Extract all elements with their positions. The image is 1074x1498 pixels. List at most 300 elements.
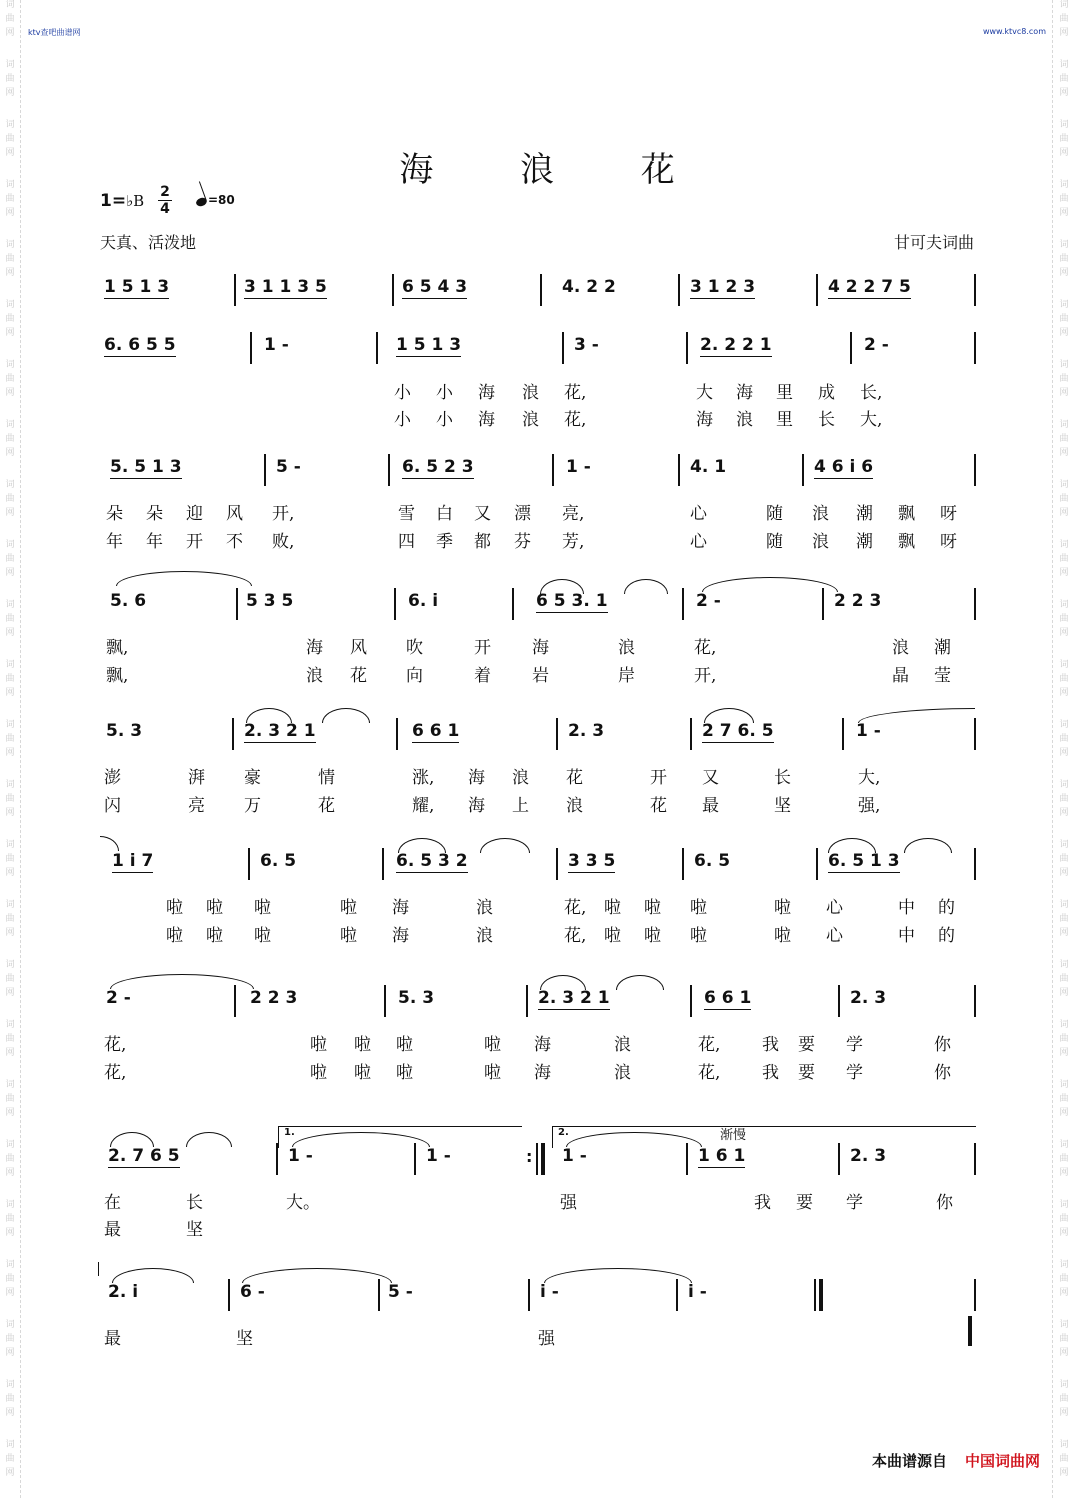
lyric: 花 <box>650 796 667 816</box>
lyric: 你 <box>934 1063 951 1083</box>
lyric: 最 <box>104 1329 121 1349</box>
lyric: 啦 <box>254 926 271 946</box>
lyric: 亮 <box>188 796 205 816</box>
tie-arc <box>116 571 252 586</box>
watermark-glyph: 词 <box>5 60 15 70</box>
watermark-glyph: 网 <box>5 388 15 398</box>
barline <box>822 588 824 620</box>
watermark-glyph: 网 <box>1059 568 1069 578</box>
barline <box>396 718 398 750</box>
watermark-glyph: 曲 <box>5 614 15 624</box>
measure: 2. 3 <box>850 988 887 1008</box>
final-thick-barline <box>819 1279 823 1311</box>
score-row-7 <box>0 987 1074 1027</box>
measure: 1 - <box>288 1146 313 1166</box>
footer-site-link[interactable]: 中国词曲网 <box>964 1452 1040 1470</box>
volta-1-bracket <box>278 1126 522 1127</box>
watermark-glyph: 词 <box>1059 1260 1069 1270</box>
volta-1-label: 1. <box>284 1127 295 1138</box>
watermark-glyph: 词 <box>1059 1320 1069 1330</box>
barline <box>234 985 236 1017</box>
measure: 1 - <box>566 457 591 477</box>
lyric: 迎 <box>186 504 203 524</box>
lyric: 向 <box>406 666 423 686</box>
watermark-glyph: 词 <box>5 1260 15 1270</box>
lyric: 里 <box>776 383 793 403</box>
watermark-glyph: 网 <box>1059 28 1069 38</box>
watermark-glyph: 词 <box>1059 420 1069 430</box>
lyric: 浪 <box>618 638 635 658</box>
watermark-glyph: 曲 <box>1059 14 1069 24</box>
phrase-tick <box>98 1262 99 1276</box>
watermark-glyph: 曲 <box>1059 1274 1069 1284</box>
barline <box>678 274 680 306</box>
lyric: 你 <box>936 1193 953 1213</box>
lyric: 啦 <box>166 898 183 918</box>
lyric: 的 <box>938 898 955 918</box>
lyric: 啦 <box>774 926 791 946</box>
watermark-glyph: 词 <box>5 1380 15 1390</box>
watermark-glyph: 曲 <box>5 734 15 744</box>
watermark-glyph: 曲 <box>1059 914 1069 924</box>
key-prefix: 1= <box>100 191 127 211</box>
barline <box>678 454 680 486</box>
watermark-glyph: 网 <box>5 28 15 38</box>
footer-source-text: 本曲谱源自 <box>871 1452 947 1470</box>
lyric: 都 <box>474 532 491 552</box>
lyric: 风 <box>350 638 367 658</box>
watermark-glyph: 词 <box>5 900 15 910</box>
quarter-note-icon <box>195 196 208 207</box>
watermark-glyph: 网 <box>1059 508 1069 518</box>
key-letter: B <box>133 192 145 210</box>
watermark-glyph: 词 <box>1059 1380 1069 1390</box>
watermark-glyph: 曲 <box>5 554 15 564</box>
score-row-1 <box>0 276 1074 316</box>
lyric: 里 <box>776 410 793 430</box>
measure: 2 - <box>864 335 889 355</box>
barline <box>382 848 384 880</box>
measure: 3 1 2 3 <box>690 277 756 297</box>
watermark-glyph: 网 <box>5 328 15 338</box>
watermark-glyph: 词 <box>5 720 15 730</box>
lyric: 啦 <box>396 1063 413 1083</box>
lyric: 潮 <box>934 638 951 658</box>
watermark-glyph: 曲 <box>1059 614 1069 624</box>
lyric: 飘 <box>898 504 915 524</box>
barline <box>552 454 554 486</box>
lyric: 飘, <box>106 638 129 658</box>
barline <box>690 985 692 1017</box>
lyric: 大, <box>858 768 881 788</box>
barline <box>384 985 386 1017</box>
measure: 5. 6 <box>110 591 147 611</box>
expression-mark: 天真、活泼地 <box>100 233 197 252</box>
lyric: 海 <box>736 383 753 403</box>
repeat-dots: : <box>526 1147 533 1166</box>
watermark-glyph: 词 <box>5 1440 15 1450</box>
watermark-glyph: 网 <box>5 268 15 278</box>
barline <box>838 1143 840 1175</box>
lyric: 浪 <box>614 1063 631 1083</box>
lyric: 芳, <box>562 532 585 552</box>
lyric: 朵 <box>106 504 123 524</box>
lyric: 浪 <box>892 638 909 658</box>
lyric: 我 <box>762 1035 779 1055</box>
lyric: 啦 <box>690 898 707 918</box>
watermark-glyph: 网 <box>1059 808 1069 818</box>
lyrics-row-6-verse-2 <box>0 921 1074 945</box>
watermark-glyph: 网 <box>5 88 15 98</box>
lyric: 小 <box>436 383 453 403</box>
barline <box>838 985 840 1017</box>
watermark-glyph: 词 <box>1059 780 1069 790</box>
lyric: 亮, <box>562 504 585 524</box>
lyric: 浪 <box>476 898 493 918</box>
watermark-glyph: 词 <box>1059 1440 1069 1450</box>
lyric: 花, <box>694 638 717 658</box>
watermark-glyph: 词 <box>5 360 15 370</box>
watermark-glyph: 曲 <box>1059 194 1069 204</box>
watermark-glyph: 词 <box>5 540 15 550</box>
watermark-glyph: 网 <box>5 1408 15 1418</box>
score-row-6 <box>0 850 1074 890</box>
watermark-glyph: 网 <box>5 1168 15 1178</box>
lyric: 着 <box>474 666 491 686</box>
watermark-glyph: 曲 <box>5 194 15 204</box>
lyric: 随 <box>766 532 783 552</box>
lyric: 海 <box>392 898 409 918</box>
watermark-glyph: 网 <box>1059 748 1069 758</box>
lyric: 长, <box>860 383 883 403</box>
watermark-glyph: 网 <box>5 628 15 638</box>
lyrics-row-8-verse-2 <box>0 1215 1074 1239</box>
lyric: 坚 <box>236 1329 253 1349</box>
watermark-glyph: 网 <box>5 988 15 998</box>
tempo-value: =80 <box>208 193 235 207</box>
lyric: 我 <box>754 1193 771 1213</box>
watermark-glyph: 词 <box>5 420 15 430</box>
lyric: 坚 <box>774 796 791 816</box>
watermark-glyph: 词 <box>1059 60 1069 70</box>
watermark-glyph: 曲 <box>5 974 15 984</box>
watermark-glyph: 网 <box>5 928 15 938</box>
lyric: 心 <box>690 532 707 552</box>
lyric: 中 <box>898 926 915 946</box>
barline <box>682 588 684 620</box>
measure: 6 6 1 <box>412 721 460 741</box>
watermark-glyph: 曲 <box>5 74 15 84</box>
lyric: 年 <box>106 532 123 552</box>
watermark-glyph: 网 <box>5 748 15 758</box>
lyric: 啦 <box>310 1035 327 1055</box>
watermark-glyph: 词 <box>5 480 15 490</box>
watermark-glyph: 词 <box>1059 180 1069 190</box>
measure: 6. 5 <box>260 851 297 871</box>
barline <box>850 332 852 364</box>
watermark-glyph: 网 <box>5 1468 15 1478</box>
lyric: 潮 <box>856 532 873 552</box>
measure: 2 7 6. 5 <box>702 721 774 741</box>
measure: 6. 5 3 2 <box>396 851 468 871</box>
watermark-glyph: 网 <box>1059 1468 1069 1478</box>
measure: 1 6 1 <box>698 1146 746 1166</box>
watermark-glyph: 曲 <box>1059 554 1069 564</box>
lyric: 海 <box>534 1063 551 1083</box>
barline <box>556 848 558 880</box>
watermark-glyph: 词 <box>1059 1200 1069 1210</box>
lyric: 海 <box>468 796 485 816</box>
lyric: 漂 <box>514 504 531 524</box>
measure: 2 2 3 <box>834 591 882 611</box>
lyric: 长 <box>774 768 791 788</box>
watermark-glyph: 词 <box>1059 540 1069 550</box>
watermark-glyph: 曲 <box>1059 734 1069 744</box>
watermark-glyph: 曲 <box>5 314 15 324</box>
measure: 6. 6 5 5 <box>104 335 176 355</box>
lyric: 小 <box>394 383 411 403</box>
watermark-glyph: 网 <box>1059 148 1069 158</box>
watermark-glyph: 词 <box>1059 480 1069 490</box>
watermark-glyph: 词 <box>5 1020 15 1030</box>
lyric: 中 <box>898 898 915 918</box>
watermark-glyph: 词 <box>1059 600 1069 610</box>
watermark-glyph: 曲 <box>1059 434 1069 444</box>
lyric: 花, <box>104 1063 127 1083</box>
lyric: 海 <box>468 768 485 788</box>
repeat-thick-barline <box>541 1143 545 1175</box>
barline <box>264 454 266 486</box>
barline <box>974 454 976 486</box>
watermark-glyph: 网 <box>1059 1048 1069 1058</box>
measure: 5. 3 <box>398 988 435 1008</box>
lyric: 飘 <box>898 532 915 552</box>
measure: 1 - <box>426 1146 451 1166</box>
barline <box>682 848 684 880</box>
measure: 3 3 5 <box>568 851 616 871</box>
watermark-glyph: 曲 <box>5 674 15 684</box>
watermark-glyph: 网 <box>5 868 15 878</box>
lyric: 上 <box>512 796 529 816</box>
watermark-glyph: 网 <box>5 208 15 218</box>
lyric: 呀 <box>940 504 957 524</box>
lyric: 浪 <box>614 1035 631 1055</box>
lyric: 心 <box>826 926 843 946</box>
barline <box>536 1143 538 1175</box>
barline <box>686 332 688 364</box>
watermark-glyph: 曲 <box>5 254 15 264</box>
lyric: 海 <box>392 926 409 946</box>
watermark-glyph: 曲 <box>1059 854 1069 864</box>
barline <box>228 1279 230 1311</box>
watermark-glyph: 曲 <box>1059 494 1069 504</box>
watermark-glyph: 网 <box>1059 208 1069 218</box>
watermark-glyph: 网 <box>1059 1348 1069 1358</box>
measure: 6 - <box>240 1282 265 1302</box>
lyric: 学 <box>846 1063 863 1083</box>
lyrics-row-8-verse-1 <box>0 1188 1074 1212</box>
barline <box>974 1143 976 1175</box>
key-signature <box>100 191 144 211</box>
lyric: 心 <box>826 898 843 918</box>
measure: 6. 5 2 3 <box>402 457 474 477</box>
watermark-glyph: 网 <box>1059 328 1069 338</box>
composer: 甘可夫词曲 <box>893 233 974 252</box>
lyric: 最 <box>104 1220 121 1240</box>
watermark-glyph: 词 <box>1059 360 1069 370</box>
watermark-glyph: 网 <box>1059 268 1069 278</box>
lyrics-row-4-verse-2 <box>0 661 1074 685</box>
lyric: 湃 <box>188 768 205 788</box>
watermark-glyph: 曲 <box>5 914 15 924</box>
watermark-glyph: 词 <box>1059 900 1069 910</box>
score-row-9 <box>0 1281 1074 1321</box>
watermark-glyph: 曲 <box>5 374 15 384</box>
lyric: 长 <box>818 410 835 430</box>
volta-2-label: 2. <box>558 1127 569 1138</box>
volta-2-bracket <box>552 1126 976 1127</box>
lyric: 啦 <box>604 898 621 918</box>
measure: 4 6 i 6 <box>814 457 874 477</box>
watermark-glyph: 词 <box>5 120 15 130</box>
lyric: 啦 <box>254 898 271 918</box>
lyric: 啦 <box>774 898 791 918</box>
watermark-glyph: 词 <box>5 0 15 10</box>
lyric: 朵 <box>146 504 163 524</box>
measure: 5 - <box>388 1282 413 1302</box>
watermark-glyph: 词 <box>5 1320 15 1330</box>
lyric: 花 <box>350 666 367 686</box>
lyric: 岩 <box>532 666 549 686</box>
watermark-glyph: 词 <box>1059 1140 1069 1150</box>
lyric: 不 <box>226 532 243 552</box>
measure: 2. 3 <box>850 1146 887 1166</box>
watermark-glyph: 曲 <box>1059 1034 1069 1044</box>
barline <box>528 1279 530 1311</box>
lyric: 雪 <box>398 504 415 524</box>
lyric: 啦 <box>354 1035 371 1055</box>
time-signature <box>158 184 172 217</box>
measure: 2. 3 <box>568 721 605 741</box>
lyric: 海 <box>306 638 323 658</box>
lyrics-row-7-verse-2 <box>0 1058 1074 1082</box>
watermark-glyph: 曲 <box>1059 1394 1069 1404</box>
watermark-glyph: 网 <box>1059 388 1069 398</box>
barline <box>512 588 514 620</box>
watermark-glyph: 词 <box>5 1080 15 1090</box>
lyric: 啦 <box>484 1063 501 1083</box>
score-row-3 <box>0 456 1074 496</box>
watermark-glyph: 曲 <box>5 434 15 444</box>
lyric: 飘, <box>106 666 129 686</box>
lyric: 强, <box>858 796 881 816</box>
watermark-glyph: 词 <box>1059 660 1069 670</box>
lyrics-row-5-verse-2 <box>0 791 1074 815</box>
watermark-glyph: 曲 <box>5 1034 15 1044</box>
watermark-glyph: 词 <box>1059 960 1069 970</box>
watermark-glyph: 网 <box>5 808 15 818</box>
measure: 6. i <box>408 591 439 611</box>
watermark-glyph: 曲 <box>5 1214 15 1224</box>
watermark-glyph: 曲 <box>1059 674 1069 684</box>
flat-sign: ♭ <box>126 192 134 210</box>
barline <box>376 332 378 364</box>
lyrics-row-5-verse-1 <box>0 763 1074 787</box>
watermark-glyph: 网 <box>5 1108 15 1118</box>
watermark-glyph: 词 <box>1059 120 1069 130</box>
lyric: 耀, <box>412 796 435 816</box>
watermark-glyph: 曲 <box>1059 134 1069 144</box>
watermark-glyph: 网 <box>5 1048 15 1058</box>
lyric: 花, <box>104 1035 127 1055</box>
lyric: 潮 <box>856 504 873 524</box>
barline <box>236 588 238 620</box>
lyric: 啦 <box>484 1035 501 1055</box>
lyrics-row-7-verse-1 <box>0 1030 1074 1054</box>
measure: 2. 7 6 5 <box>108 1146 180 1166</box>
watermark-glyph: 曲 <box>1059 314 1069 324</box>
barline <box>676 1279 678 1311</box>
barline <box>276 1143 278 1175</box>
lyric: 长 <box>186 1193 203 1213</box>
lyric: 啦 <box>644 898 661 918</box>
watermark-glyph: 词 <box>5 240 15 250</box>
measure: 5. 3 <box>106 721 143 741</box>
measure: 1 - <box>562 1146 587 1166</box>
score-row-2 <box>0 334 1074 374</box>
barline <box>234 274 236 306</box>
barline <box>974 718 976 750</box>
lyric: 我 <box>762 1063 779 1083</box>
lyric: 莹 <box>934 666 951 686</box>
lyric: 开, <box>694 666 717 686</box>
watermark-glyph: 词 <box>5 600 15 610</box>
measure: 2 - <box>106 988 131 1008</box>
watermark-glyph: 词 <box>5 960 15 970</box>
barline <box>388 454 390 486</box>
lyric: 岸 <box>618 666 635 686</box>
watermark-glyph: 词 <box>1059 840 1069 850</box>
watermark-glyph: 曲 <box>5 1094 15 1104</box>
lyric: 浪 <box>476 926 493 946</box>
watermark-glyph: 网 <box>1059 988 1069 998</box>
measure: 4. 1 <box>690 457 727 477</box>
watermark-glyph: 网 <box>1059 868 1069 878</box>
barline <box>974 588 976 620</box>
measure: 3 - <box>574 335 599 355</box>
watermark-glyph: 网 <box>5 448 15 458</box>
lyric: 花, <box>698 1063 721 1083</box>
lyric: 开, <box>272 504 295 524</box>
barline <box>816 274 818 306</box>
source-site-left: ktv查吧曲谱网 <box>28 28 81 37</box>
lyrics-row-3-verse-2 <box>0 527 1074 551</box>
barline <box>378 1279 380 1311</box>
watermark-glyph: 网 <box>1059 628 1069 638</box>
lyric: 万 <box>244 796 261 816</box>
lyric: 坚 <box>186 1220 203 1240</box>
barline <box>232 718 234 750</box>
lyric: 晶 <box>892 666 909 686</box>
watermark-glyph: 网 <box>5 148 15 158</box>
watermark-glyph: 曲 <box>1059 254 1069 264</box>
lyric: 啦 <box>354 1063 371 1083</box>
lyric: 啦 <box>690 926 707 946</box>
lyric: 要 <box>798 1063 815 1083</box>
lyric: 心 <box>690 504 707 524</box>
watermark-glyph: 网 <box>5 508 15 518</box>
barline <box>526 985 528 1017</box>
